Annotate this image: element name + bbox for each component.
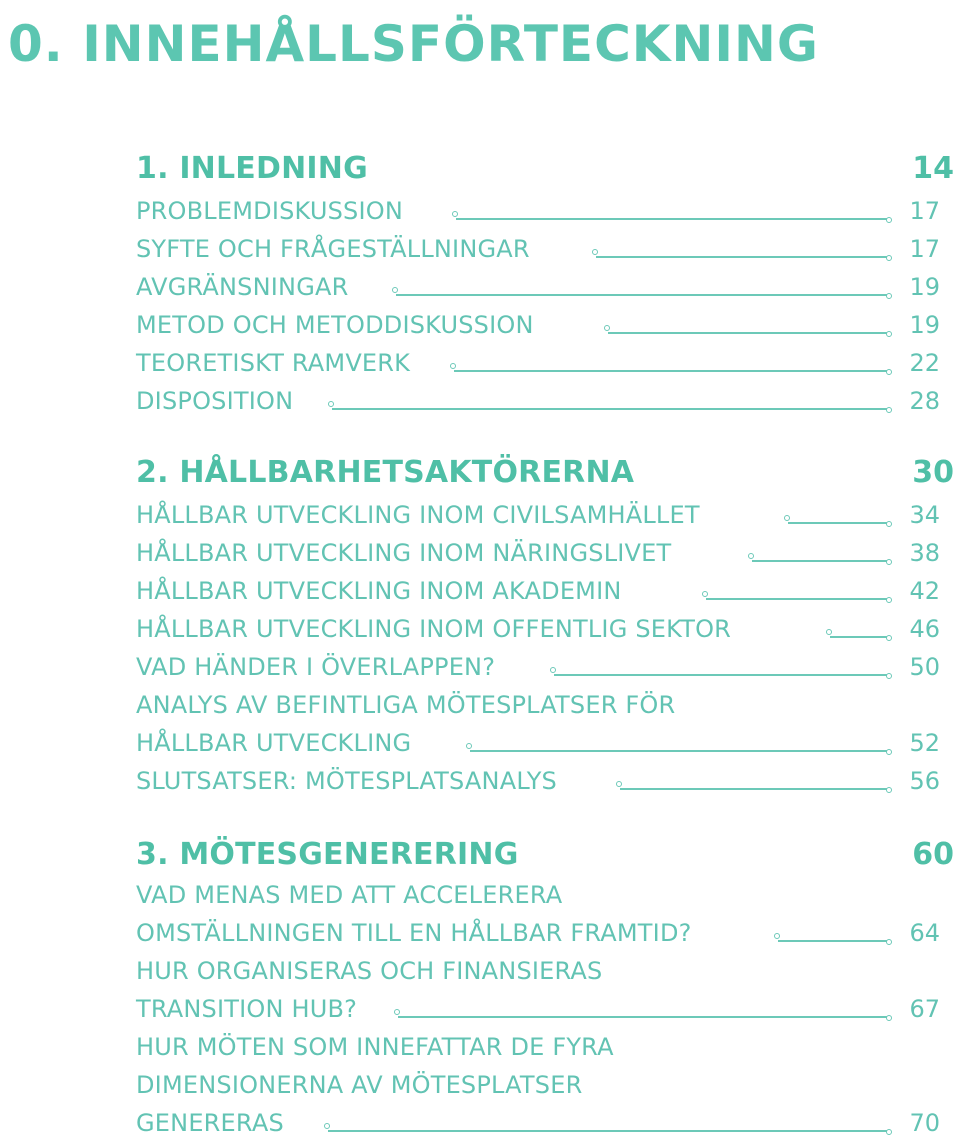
toc-entry[interactable] — [136, 572, 940, 610]
section-title: 2. HÅLLBARHETSAKTÖRERNA — [136, 455, 635, 490]
entry-label: DISPOSITION — [136, 387, 294, 415]
toc-entry[interactable] — [136, 382, 940, 420]
page-number: 34 — [909, 501, 940, 529]
page-number: 67 — [909, 995, 940, 1023]
entry-label: VAD MENAS MED ATT ACCELERERA — [136, 881, 563, 909]
section-title: 3. MÖTESGENERERING — [136, 837, 519, 872]
page-title: 0. INNEHÅLLSFÖRTECKNING — [8, 15, 819, 73]
page-number: 56 — [909, 767, 940, 795]
toc-section-heading[interactable] — [136, 150, 954, 188]
entry-label: OMSTÄLLNINGEN TILL EN HÅLLBAR FRAMTID? — [136, 919, 692, 947]
entry-label: SLUTSATSER: MÖTESPLATSANALYS — [136, 767, 557, 795]
entry-label: TRANSITION HUB? — [136, 995, 358, 1023]
dotted-leader — [328, 1123, 888, 1132]
page-number: 14 — [912, 151, 954, 186]
toc-entry[interactable] — [136, 496, 940, 534]
toc-entry-line[interactable] — [136, 952, 940, 990]
dotted-leader — [620, 781, 888, 790]
page-number: 17 — [909, 235, 940, 263]
page-number: 19 — [909, 311, 940, 339]
entry-label: TEORETISKT RAMVERK — [136, 349, 411, 377]
dotted-leader — [396, 287, 888, 296]
toc-entry[interactable] — [136, 192, 940, 230]
dotted-leader — [752, 553, 888, 562]
toc-entry[interactable] — [136, 914, 940, 952]
entry-label: HUR MÖTEN SOM INNEFATTAR DE FYRA — [136, 1033, 614, 1061]
entry-label: HÅLLBAR UTVECKLING INOM NÄRINGSLIVET — [136, 539, 672, 567]
dotted-leader — [706, 591, 888, 600]
dotted-leader — [788, 515, 888, 524]
dotted-leader — [398, 1009, 888, 1018]
toc-entry[interactable] — [136, 762, 940, 800]
page-number: 19 — [909, 273, 940, 301]
page-number: 50 — [909, 653, 940, 681]
page-number: 17 — [909, 197, 940, 225]
toc-entry[interactable] — [136, 610, 940, 648]
toc-entry-line[interactable] — [136, 686, 940, 724]
section-title: 1. INLEDNING — [136, 151, 368, 186]
entry-label: SYFTE OCH FRÅGESTÄLLNINGAR — [136, 235, 530, 263]
page-number: 70 — [909, 1109, 940, 1137]
page-number: 22 — [909, 349, 940, 377]
page-number: 46 — [909, 615, 940, 643]
page-number: 52 — [909, 729, 940, 757]
dotted-leader — [470, 743, 888, 752]
entry-label: HÅLLBAR UTVECKLING INOM OFFENTLIG SEKTOR — [136, 615, 732, 643]
entry-label: HÅLLBAR UTVECKLING — [136, 729, 412, 757]
page-number: 38 — [909, 539, 940, 567]
dotted-leader — [456, 211, 888, 220]
page-number: 42 — [909, 577, 940, 605]
page-number: 64 — [909, 919, 940, 947]
page-number: 60 — [912, 837, 954, 872]
toc-entry-line[interactable] — [136, 876, 940, 914]
toc-entry-line[interactable] — [136, 1028, 940, 1066]
dotted-leader — [554, 667, 888, 676]
dotted-leader — [596, 249, 888, 258]
dotted-leader — [332, 401, 888, 410]
entry-label: METOD OCH METODDISKUSSION — [136, 311, 534, 339]
toc-entry[interactable] — [136, 306, 940, 344]
entry-label: AVGRÄNSNINGAR — [136, 273, 349, 301]
toc-entry[interactable] — [136, 344, 940, 382]
entry-label: PROBLEMDISKUSSION — [136, 197, 403, 225]
dotted-leader — [454, 363, 888, 372]
page-number: 30 — [912, 455, 954, 490]
toc-entry[interactable] — [136, 990, 940, 1028]
toc-entry[interactable] — [136, 648, 940, 686]
entry-label: DIMENSIONERNA AV MÖTESPLATSER — [136, 1071, 583, 1099]
dotted-leader — [608, 325, 888, 334]
entry-label: HÅLLBAR UTVECKLING INOM CIVILSAMHÄLLET — [136, 501, 700, 529]
entry-label: HÅLLBAR UTVECKLING INOM AKADEMIN — [136, 577, 622, 605]
toc-entry[interactable] — [136, 724, 940, 762]
toc-entry[interactable] — [136, 1104, 940, 1142]
toc-entry[interactable] — [136, 268, 940, 306]
toc-section-heading[interactable] — [136, 836, 954, 874]
entry-label: HUR ORGANISERAS OCH FINANSIERAS — [136, 957, 603, 985]
toc-entry-line[interactable] — [136, 1066, 940, 1104]
toc-section-heading[interactable] — [136, 454, 954, 492]
entry-label: ANALYS AV BEFINTLIGA MÖTESPLATSER FÖR — [136, 691, 676, 719]
toc-entry[interactable] — [136, 534, 940, 572]
dotted-leader — [778, 933, 888, 942]
toc-entry[interactable] — [136, 230, 940, 268]
dotted-leader — [830, 629, 888, 638]
entry-label: VAD HÄNDER I ÖVERLAPPEN? — [136, 653, 496, 681]
page-number: 28 — [909, 387, 940, 415]
entry-label: GENERERAS — [136, 1109, 284, 1137]
